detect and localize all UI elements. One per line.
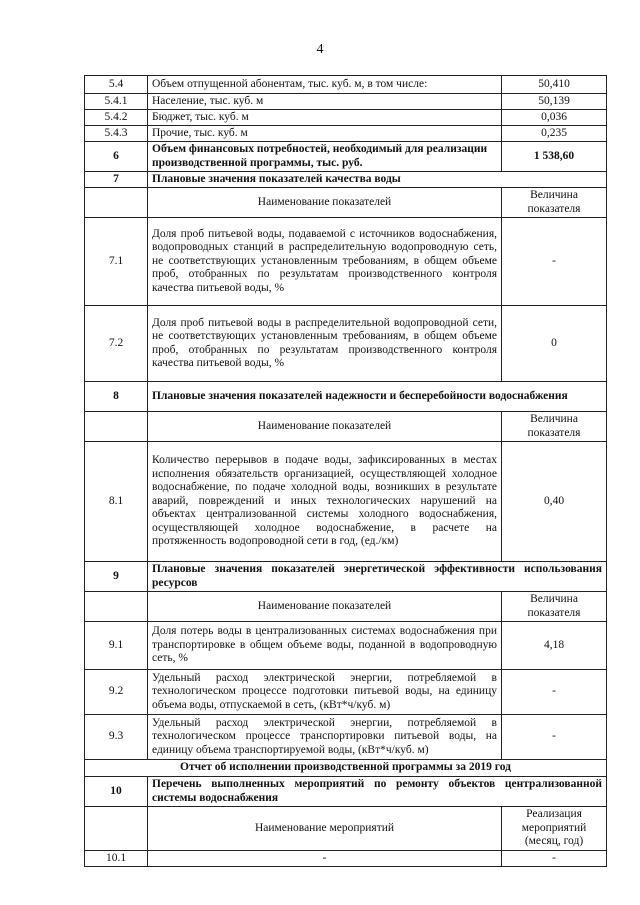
table-row — [85, 622, 607, 670]
row-value: 0,036 — [502, 110, 607, 126]
row-number: 7.1 — [85, 218, 148, 306]
table-row — [85, 670, 607, 715]
table-header-row — [85, 807, 607, 851]
header-name: Наименование мероприятий — [148, 807, 502, 851]
table-header-row — [85, 412, 607, 442]
row-text: Удельный расход электрической энергии, потребляемой в технологическом процессе транспортировки питьевой воды, на единицу объема транспортируемой воды, (кВт*ч/куб. м) — [148, 715, 502, 760]
page-number: 4 — [316, 42, 324, 57]
table-row — [85, 126, 607, 142]
row-value: 50,139 — [502, 94, 607, 110]
row-number: 5.4.3 — [85, 126, 148, 142]
row-value: - — [502, 715, 607, 760]
section-9-row — [85, 562, 607, 592]
row-text: Население, тыс. куб. м — [148, 94, 502, 110]
table-row — [85, 218, 607, 306]
financial-needs-value: 1 538,60 — [502, 142, 607, 172]
table-row — [85, 442, 607, 562]
table-row — [85, 94, 607, 110]
row-value: 50,410 — [502, 76, 607, 94]
section-number: 10 — [85, 777, 148, 807]
row-value: 0 — [502, 306, 607, 382]
header-name: Наименование показателей — [148, 412, 502, 442]
row-text: Количество перерывов в подаче воды, зафиксированных в местах исполнения обязательств организацией, осуществляющей холодное водоснабжение, по подаче холодной воды, возникших в результате аварий, повреждений и иных технологических нарушений на объектах централизованной системы холодного водоснабжения, осуществляющей холодное водоснабжение, в расчете на протяженность водопроводной сети в год, (ед./км) — [148, 442, 502, 562]
section-10-row — [85, 777, 607, 807]
row-text: Прочие, тыс. куб. м — [148, 126, 502, 142]
row-value: - — [502, 670, 607, 715]
row-number: 9.2 — [85, 670, 148, 715]
row-number: 9.3 — [85, 715, 148, 760]
row-text: Удельный расход электрической энергии, потребляемой в технологическом процессе подготовки питьевой воды, на единицу объема воды, отпускаемой в сеть, (кВт*ч/куб. м) — [148, 670, 502, 715]
header-value: Величина показателя — [502, 188, 607, 218]
row-number: 9.1 — [85, 622, 148, 670]
table-header-row — [85, 592, 607, 622]
section-8-row — [85, 382, 607, 412]
header-value: Реализация мероприятий (месяц, год) — [502, 807, 607, 851]
row-text: - — [148, 851, 502, 867]
row-number: 10.1 — [85, 851, 148, 867]
section-title: Объем финансовых потребностей, необходимый для реализации производственной программы, тыс. руб. — [148, 142, 502, 172]
section-number: 6 — [85, 142, 148, 172]
row-value: - — [502, 851, 607, 867]
table-row — [85, 76, 607, 94]
section-6-row — [85, 142, 607, 172]
section-number: 7 — [85, 172, 148, 188]
row-value: 0,40 — [502, 442, 607, 562]
section-number: 9 — [85, 562, 148, 592]
section-title: Плановые значения показателей энергетической эффективности использования ресурсов — [148, 562, 607, 592]
table-row — [85, 715, 607, 760]
section-7-row — [85, 172, 607, 188]
row-text: Бюджет, тыс. куб. м — [148, 110, 502, 126]
header-name: Наименование показателей — [148, 188, 502, 218]
row-text: Доля проб питьевой воды в распределительной водопроводной сети, не соответствующих установленным требованиям, в общем объеме проб, отобранных по результатам производственного контроля качества питьевой воды, % — [148, 306, 502, 382]
row-number: 5.4 — [85, 76, 148, 94]
section-title: Перечень выполненных мероприятий по ремонту объектов централизованной системы водоснабжения — [148, 777, 607, 807]
row-text: Доля проб питьевой воды, подаваемой с источников водоснабжения, водопроводных станций в распределительную водопроводную сеть, не соответствующих установленным требованиям, в общем объеме проб, отобранных по результатам производственного контроля качества питьевой воды, % — [148, 218, 502, 306]
section-title: Плановые значения показателей качества воды — [148, 172, 607, 188]
table-row — [85, 851, 607, 867]
row-number: 7.2 — [85, 306, 148, 382]
row-text: Доля потерь воды в централизованных системах водоснабжения при транспортировке в общем объеме воды, поданной в водопроводную сеть, % — [148, 622, 502, 670]
section-number: 8 — [85, 382, 148, 412]
row-value: - — [502, 218, 607, 306]
row-number: 8.1 — [85, 442, 148, 562]
row-text: Объем отпущенной абонентам, тыс. куб. м, в том числе: — [148, 76, 502, 94]
row-value: 0,235 — [502, 126, 607, 142]
table-row — [85, 110, 607, 126]
report-title-row — [85, 760, 607, 777]
row-value: 4,18 — [502, 622, 607, 670]
header-name: Наименование показателей — [148, 592, 502, 622]
table-row — [85, 306, 607, 382]
section-title: Плановые значения показателей надежности и бесперебойности водоснабжения — [148, 382, 607, 412]
row-number: 5.4.1 — [85, 94, 148, 110]
table-header-row — [85, 188, 607, 218]
row-number: 5.4.2 — [85, 110, 148, 126]
program-table — [84, 75, 607, 867]
report-title: Отчет об исполнении производственной программы за 2019 год — [85, 760, 607, 777]
header-value: Величина показателя — [502, 592, 607, 622]
header-value: Величина показателя — [502, 412, 607, 442]
